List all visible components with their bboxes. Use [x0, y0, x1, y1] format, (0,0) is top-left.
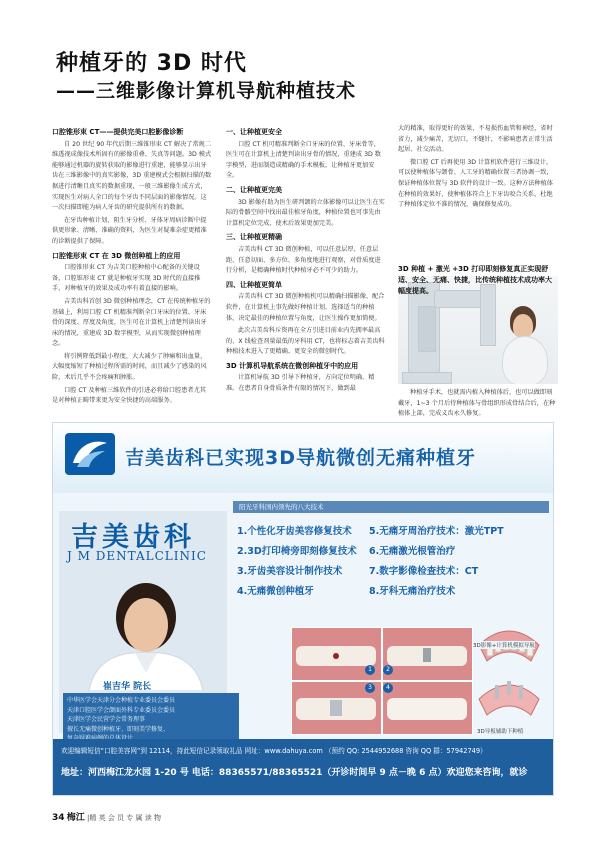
tech-item: 8.牙科无痛治疗技术 [369, 586, 456, 597]
paragraph: 微口腔 CT 后再使用 3D 计算机软件进行三维设计，可以使种植体与颌骨、人工牙的精确位置三者协调一致，保证种植体位置与 3D 软件的设计一致。这种方法种植体在种植的效果好，使种植体符合上下牙齿咬合关系，杜绝了种植体定位不准的情况，确保修复成功。 [398, 158, 553, 209]
credential-line: 天津口腔医学会颌面外科专业委员会委员 [67, 706, 176, 714]
clinic-logo-icon [65, 433, 115, 475]
case-number: 4 [383, 683, 393, 693]
address-line: 地址：河西梅江龙水园 1-20 号 电话：88365571/88365521（开诊时间早 9 点－晚 6 点）欢迎您来咨询，就诊 [61, 768, 528, 778]
model-caption: 3D导板辅助下种植 [477, 729, 524, 735]
section-heading: 三、让种植更精确 [226, 233, 282, 242]
article-column-3-continued [398, 388, 558, 422]
tech-item: 2.3D打印椅旁即刻修复技术 [237, 546, 357, 557]
page-subtitle: ——三维影像计算机导航种植技术 [56, 80, 357, 102]
clinic-advertisement [52, 422, 554, 796]
page-footer [52, 810, 161, 823]
paragraph: 自 20 世纪 90 年代后期三维锥形束 CT 解决了常规二维透视成像技术所固有的影像重叠、失真等问题。3D 模式能够通过机器的旋转获取的影像进行重建，能够显示出牙齿在三维影像中的真实影像，3D 重建模式会根据扫描的数据进行清晰且真实的数据重现，一般三维影像生成方式，实现医生对病人全口的每个牙齿不同层面的影像情况。这一次扫描即能为病人牙齿的研究提供所有的数据。 [52, 140, 212, 212]
tech-item: 4.无痛微创种植牙 [237, 586, 314, 597]
dental-case-photos [291, 627, 471, 735]
case-number: 3 [365, 683, 375, 693]
paragraph: 计算机导航 3D 引导下种植牙，方向定位明确、精准。在患者自身骨质条件有限的情况下，做到最 [226, 374, 375, 393]
paragraph: 吉美齿科 CT 3D 微创种植，可以任意层厚、任意层距、任意切面、多方位、多角度地进行观察，对骨质度进行分析，是精确种植时代种植牙必不可少的助力。 [226, 245, 381, 275]
paragraph: 种植牙手术，也就需内植入种植体后，也可以做即刻戴牙，1~3 个月后待种植体与骨组织形成骨结合后，在种植体上部，完成义齿永久修复。 [398, 389, 556, 418]
case-number: 1 [365, 665, 375, 675]
article-column-3 [398, 124, 558, 213]
doctor-name: 崔吉华 院长 [103, 682, 152, 692]
paragraph: 吉美齿科 CT 3D 微创种植机可以精确扫描影像、配合软件，在计算机上事先做好种植计划，选择适当的种植体，决定最佳的种植位置与角度，让医生操作更加简便。 [226, 293, 385, 322]
highlight-box [398, 260, 558, 297]
ad-title: 吉美齿科已实现3D导航微创无痛种植牙 [125, 447, 476, 469]
magazine-tagline: |精 英 会 员 专 属 读 物 [87, 814, 161, 822]
page-number: 34 [52, 813, 65, 823]
case-photo [382, 627, 473, 681]
case-photo [382, 681, 473, 735]
article-column-2 [226, 124, 386, 397]
section-heading: 二、让种植更完美 [226, 185, 282, 194]
paragraph: 在牙齿种植计划、阻生牙分析、牙体牙周病诊断中提供更形象、清晰、准确的资料，为医生对疑难杂症更精准的诊断提供了保障。 [52, 216, 207, 245]
section-heading: 口腔锥形束 CT 在 3D 微创种植上的应用 [52, 251, 181, 260]
paragraph: 口腔 CT 机可精准判断全口牙床的位置、牙床骨等，医生可在计算机上清楚判读出牙骨的情况，重建成 3D 数字模型，进而制造成精确的手术模板，让种植牙更加安全。 [226, 140, 381, 180]
contact-line: 欢迎编辑短信“口腔美容网”到 12114，持此短信记录领取礼品 网址：www.dahuya.com （预约 QQ: 2544952688 咨询 QQ 群：57942749） [61, 747, 487, 755]
section-heading: 四、让种植更简单 [226, 280, 282, 289]
article-column-1 [52, 124, 212, 409]
section-heading: 口腔锥形束 CT——提供完美口腔影像诊断 [52, 128, 184, 136]
tech-item: 5.无痛牙周治疗技术：激光TPT [369, 526, 504, 537]
page-title: 种植牙的 3D 时代 [56, 51, 247, 76]
tech-item: 3.牙齿美容设计制作技术 [237, 566, 343, 577]
tech-item: 6.无痛激光根管治疗 [369, 546, 456, 557]
section-heading: 一、让种植更安全 [226, 128, 282, 136]
magazine-name: 梅江 [66, 813, 85, 823]
3d-model-illustration [473, 615, 545, 737]
tech-banner: 阳光牙科国内领先的八大技术 [233, 501, 549, 513]
section-heading: 3D 计算机导航系统在微创种植牙中的应用 [226, 361, 359, 370]
credential-line: 中华医学会天津分会种植专业委员会委员 [67, 697, 176, 704]
tech-item: 1.个性化牙齿美容修复技术 [237, 526, 352, 537]
highlight-text: 3D 种植 + 激光 +3D 打印即刻修复真正实现舒适、安全、无痛、快捷，比传统种植技术成功率大幅度提高。 [398, 265, 552, 295]
paragraph: 口腔 CT 及种植三维软件的引进必将给口腔患者尤其是对种植正畸带来更为安全快捷的高端服务。 [52, 386, 206, 405]
brand-name: 吉美齿科 [71, 522, 195, 553]
paragraph: 大的精准，取得更好的效果，不易损伤血管和神经，省时省力，减少痛苦，无切口，不缝针，不影响患者正常生活起居、社交活动。 [398, 125, 553, 154]
paragraph: 此次吉美齿科斥资再在全方引进目前业内先拥率最高的、X 线检查剂量最低的牙科用 CT，也将标志着吉美齿科种植技术进入了更精确、更安全的微创时代。 [226, 327, 385, 356]
brand-name-en: J M DENTALCLINIC [67, 549, 207, 563]
credential-line: 天津医学会民营学会常务理事 [67, 716, 146, 723]
doctor-photo [73, 573, 219, 691]
model-caption: 3D影像+计算机模拟导航 [473, 643, 535, 649]
case-number: 2 [383, 665, 393, 675]
paragraph: 口腔锥形束 CT 为吉美口腔种植中心配备的关键设备，口腔锥形束 CT 就是种植牙实现 3D 时代的直接推手，对种植牙的效果及成功率有着直接的影响。 [52, 264, 201, 293]
tech-item: 7.数字影像检查技术：CT [369, 566, 479, 577]
credential-line: 擅长无痛微创种植牙、即刻美学修复、 [67, 725, 170, 733]
paragraph: 吉美齿科首创 3D 微创种植理念，CT 在传统种植牙的基础上，利用口腔 CT 机精准判断全口牙床的位置、牙床骨的深度、厚度及角度，医生可在计算机上清楚判读出牙床的情况，重建成 3D 数字模型，从而实现微创种植理念。 [52, 297, 211, 348]
paragraph: 3D 影像有助为医生研判颌的立体影像可以让医生在实际的骨骼空间中找出最佳植牙角度，种植位置也可事先由计算机定位完成，使术后效果更加完美。 [226, 198, 385, 227]
paragraph: 将引例降低到最小程度，大大减少了肿痛和出血量，大幅度缩短了种植过程所需的时间，而且减少了感染的风险，术后几乎不会疼痛和肿胀。 [52, 352, 207, 382]
